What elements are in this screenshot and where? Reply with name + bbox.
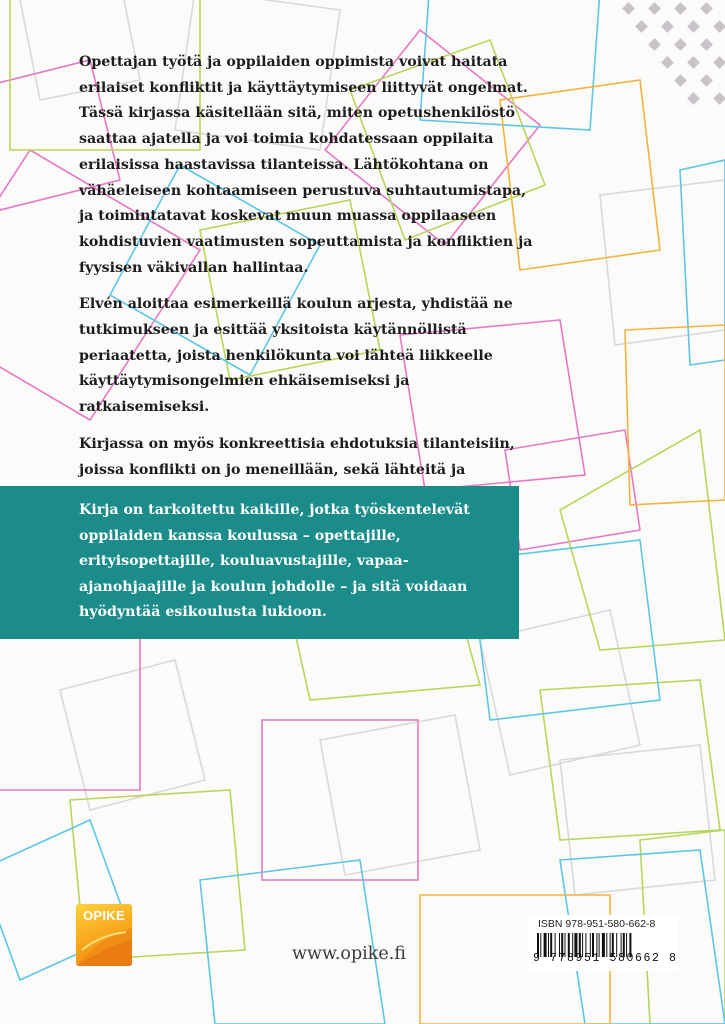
gray-square <box>600 180 725 345</box>
diamond-pattern <box>622 2 725 105</box>
publisher-logo <box>76 904 132 966</box>
publisher-website[interactable]: www.opike.fi <box>292 944 406 964</box>
gray-square <box>320 715 480 875</box>
blue-square <box>680 160 725 365</box>
isbn-label: ISBN 978-951-580-662-8 <box>538 918 656 930</box>
publisher-logo-text: OPIKE <box>83 908 125 923</box>
pink-square <box>262 720 418 880</box>
intro-paragraph-1: Opettajan työtä ja oppilaiden oppimista voivat haitata erilaiset konfliktit ja käyttäytymiseen liittyvät ongelmat. Tässä kirjassa käsitellään sitä, miten opetushenkilöstö saattaa ajatella ja voi toimia kohdatessaan oppilaita erilaisissa haastavissa tilanteissa. Lähtökohtana on vähäeleiseen kohtaamiseen perustuva suhtautumistapa, ja toimintatavat koskevat muun muassa oppilaaseen kohdistuvien vaatimusten sopeuttamista ja konfliktien ja fyysisen väkivallan hallintaa. <box>79 54 533 276</box>
orange-square <box>625 325 725 505</box>
intro-paragraph-2: Elvén aloittaa esimerkeillä koulun arjesta, yhdistää ne tutkimukseen ja esittää yksitoista käytännöllistä periaatetta, joista henkilökunta voi lähteä liikkeelle käyttäytymisongelmien ehkäisemiseksi ja ratkaisemiseksi. <box>79 296 513 416</box>
intro-paragraph-3: Kirjassa on myös konkreettisia ehdotuksia tilanteisiin, joissa konflikti on jo meneillään, sekä lähteitä ja <box>79 435 515 478</box>
gray-square <box>60 660 205 810</box>
barcode-digits: 9 778951 580662 8 <box>533 952 678 965</box>
intro-text <box>79 50 534 520</box>
highlight-text: Kirja on tarkoitettu kaikille, jotka työskentelevät oppilaiden kanssa koulussa – opettajille, erityisopettajille, kouluavustajille, vapaa-ajanohjaajille ja koulun johdolle – ja sitä voidaan hyödyntää esikoulusta lukioon. <box>79 502 470 620</box>
gray-square <box>560 745 715 895</box>
blue-square <box>200 860 385 1024</box>
publisher-logo-mark <box>76 924 132 966</box>
